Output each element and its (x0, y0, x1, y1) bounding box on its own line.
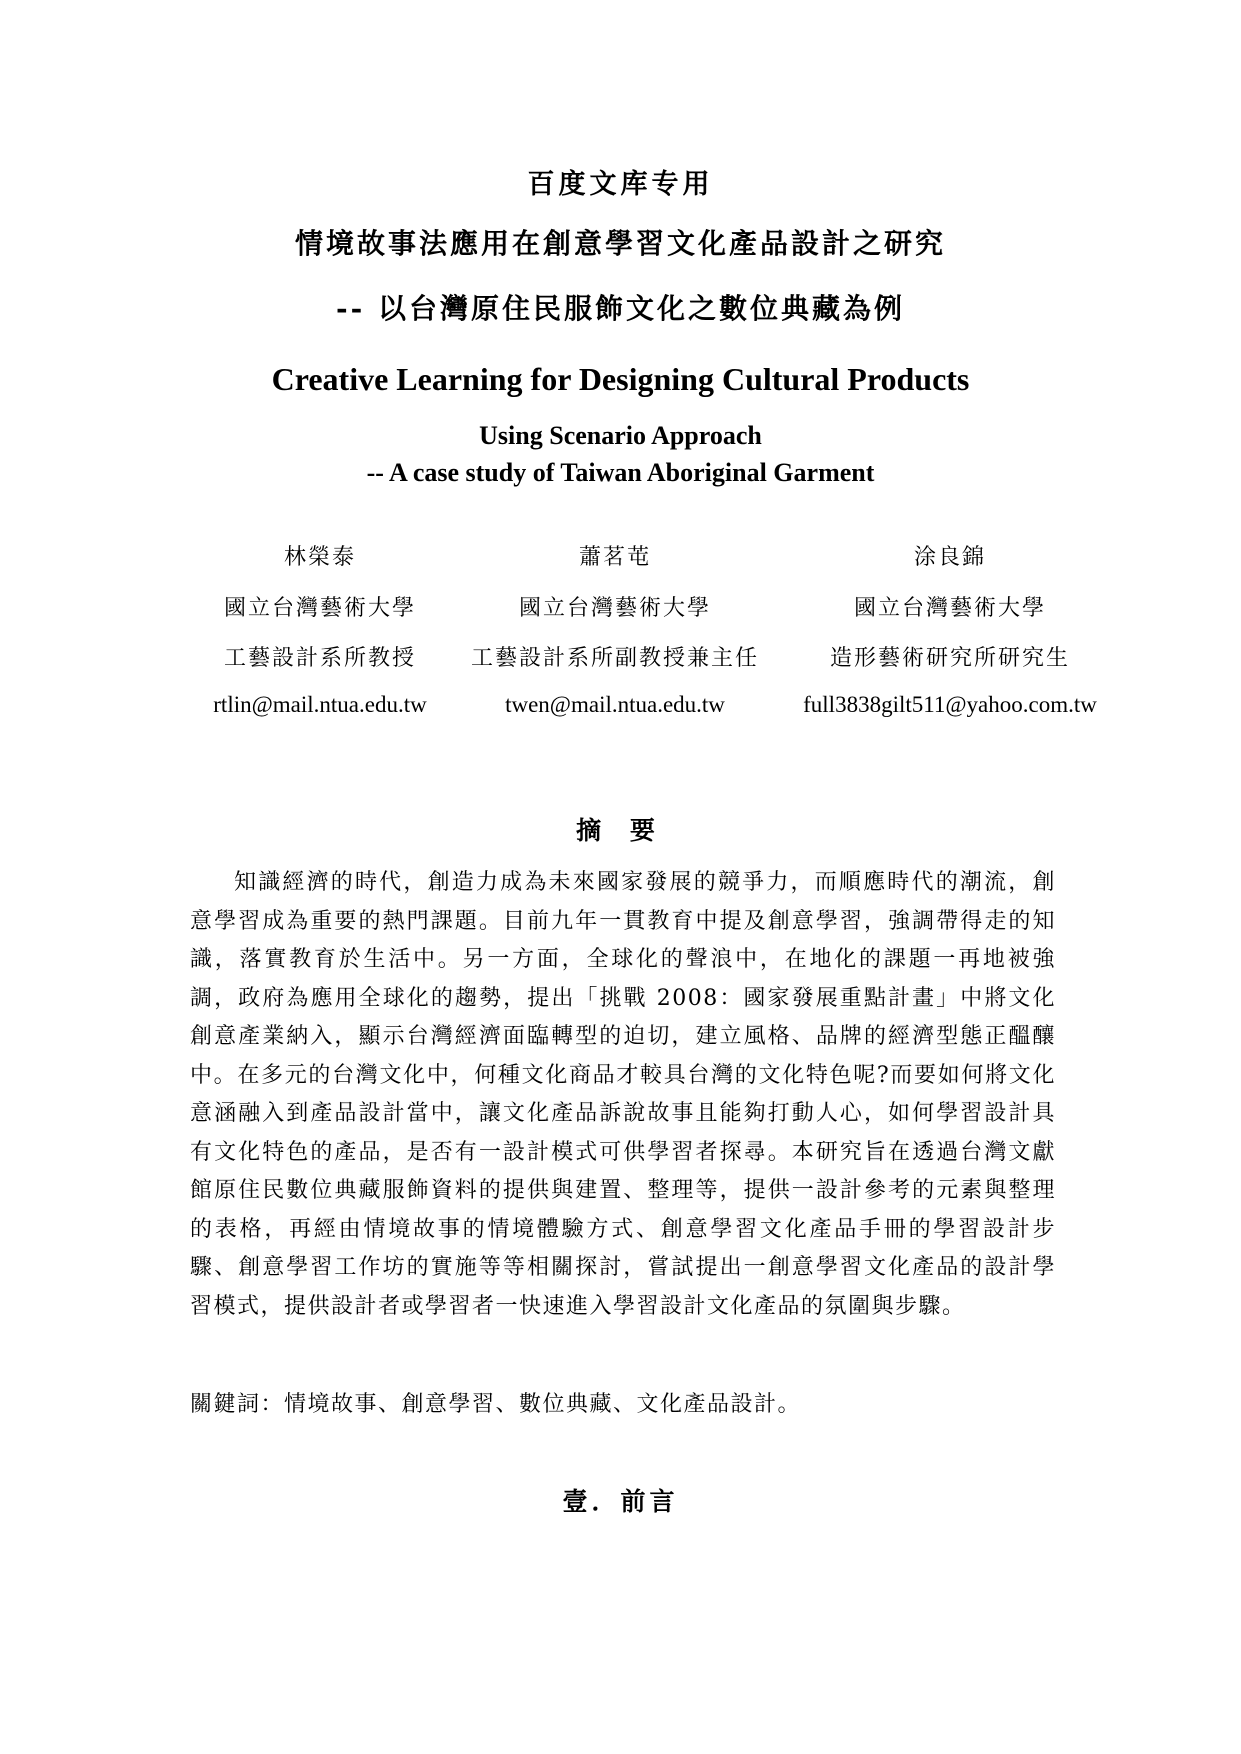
author-department: 工藝設計系所副教授兼主任 (470, 646, 759, 671)
abstract-heading: 摘 要 (576, 816, 665, 845)
author-institution: 國立台灣藝術大學 (223, 596, 416, 621)
chinese-title: 情境故事法應用在創意學習文化產品設計之研究 (294, 227, 946, 260)
author-block-2 (465, 540, 765, 740)
author-block-3 (790, 540, 1110, 740)
chinese-subtitle: -- 以台灣原住民服飾文化之數位典藏為例 (336, 292, 905, 325)
section-heading-introduction: 壹．前言 (562, 1487, 679, 1516)
author-institution: 國立台灣藝術大學 (853, 596, 1046, 621)
watermark-title: 百度文库专用 (527, 169, 714, 200)
author-email: rtlin@mail.ntua.edu.tw (213, 692, 427, 717)
author-name: 林榮泰 (283, 545, 356, 570)
keywords-line: 關鍵詞：情境故事、創意學習、數位典藏、文化產品設計。 (190, 1392, 802, 1417)
english-subtitle-1: Using Scenario Approach (479, 421, 762, 450)
author-name: 涂良錦 (913, 545, 986, 570)
author-email: twen@mail.ntua.edu.tw (505, 692, 725, 717)
author-department: 造形藝術研究所研究生 (829, 646, 1070, 671)
abstract-body: 知識經濟的時代，創造力成為未來國家發展的競爭力，而順應時代的潮流，創意學習成為重要的熱門課題。目前九年一貫教育中提及創意學習，強調帶得走的知識，落實教育於生活中。另一方面，全球化的聲浪中，在地化的課題一再地被強調，政府為應用全球化的趨勢，提出「挑戰 2008：國家發展重點計畫」中將文化創意產業納入，顯示台灣經濟面臨轉型的迫切，建立風格、品牌的經濟型態正醞釀中。在多元的台灣文化中，何種文化商品才較具台灣的文化特色呢?而要如何將文化意涵融入到產品設計當中，讓文化產品訴說故事且能夠打動人心，如何學習設計具有文化特色的產品，是否有一設計模式可供學習者探尋。本研究旨在透過台灣文獻館原住民數位典藏服飾資料的提供與建置、整理等，提供一設計參考的元素與整理的表格，再經由情境故事的情境體驗方式、創意學習文化產品手冊的學習設計步驟、創意學習工作坊的實施等等相關探討，嘗試提出一創意學習文化產品的設計學習模式，提供設計者或學習者一快速進入學習設計文化產品的氛圍與步驟。 (190, 870, 1056, 1319)
english-title: Creative Learning for Designing Cultural Products (271, 361, 970, 397)
author-department: 工藝設計系所教授 (223, 646, 416, 671)
author-email: full3838gilt511@yahoo.com.tw (803, 692, 1097, 717)
author-institution: 國立台灣藝術大學 (518, 596, 711, 621)
author-block-1 (175, 540, 465, 740)
author-name: 蕭茗芚 (578, 545, 651, 570)
english-subtitle-2: -- A case study of Taiwan Aboriginal Garment (366, 458, 875, 487)
